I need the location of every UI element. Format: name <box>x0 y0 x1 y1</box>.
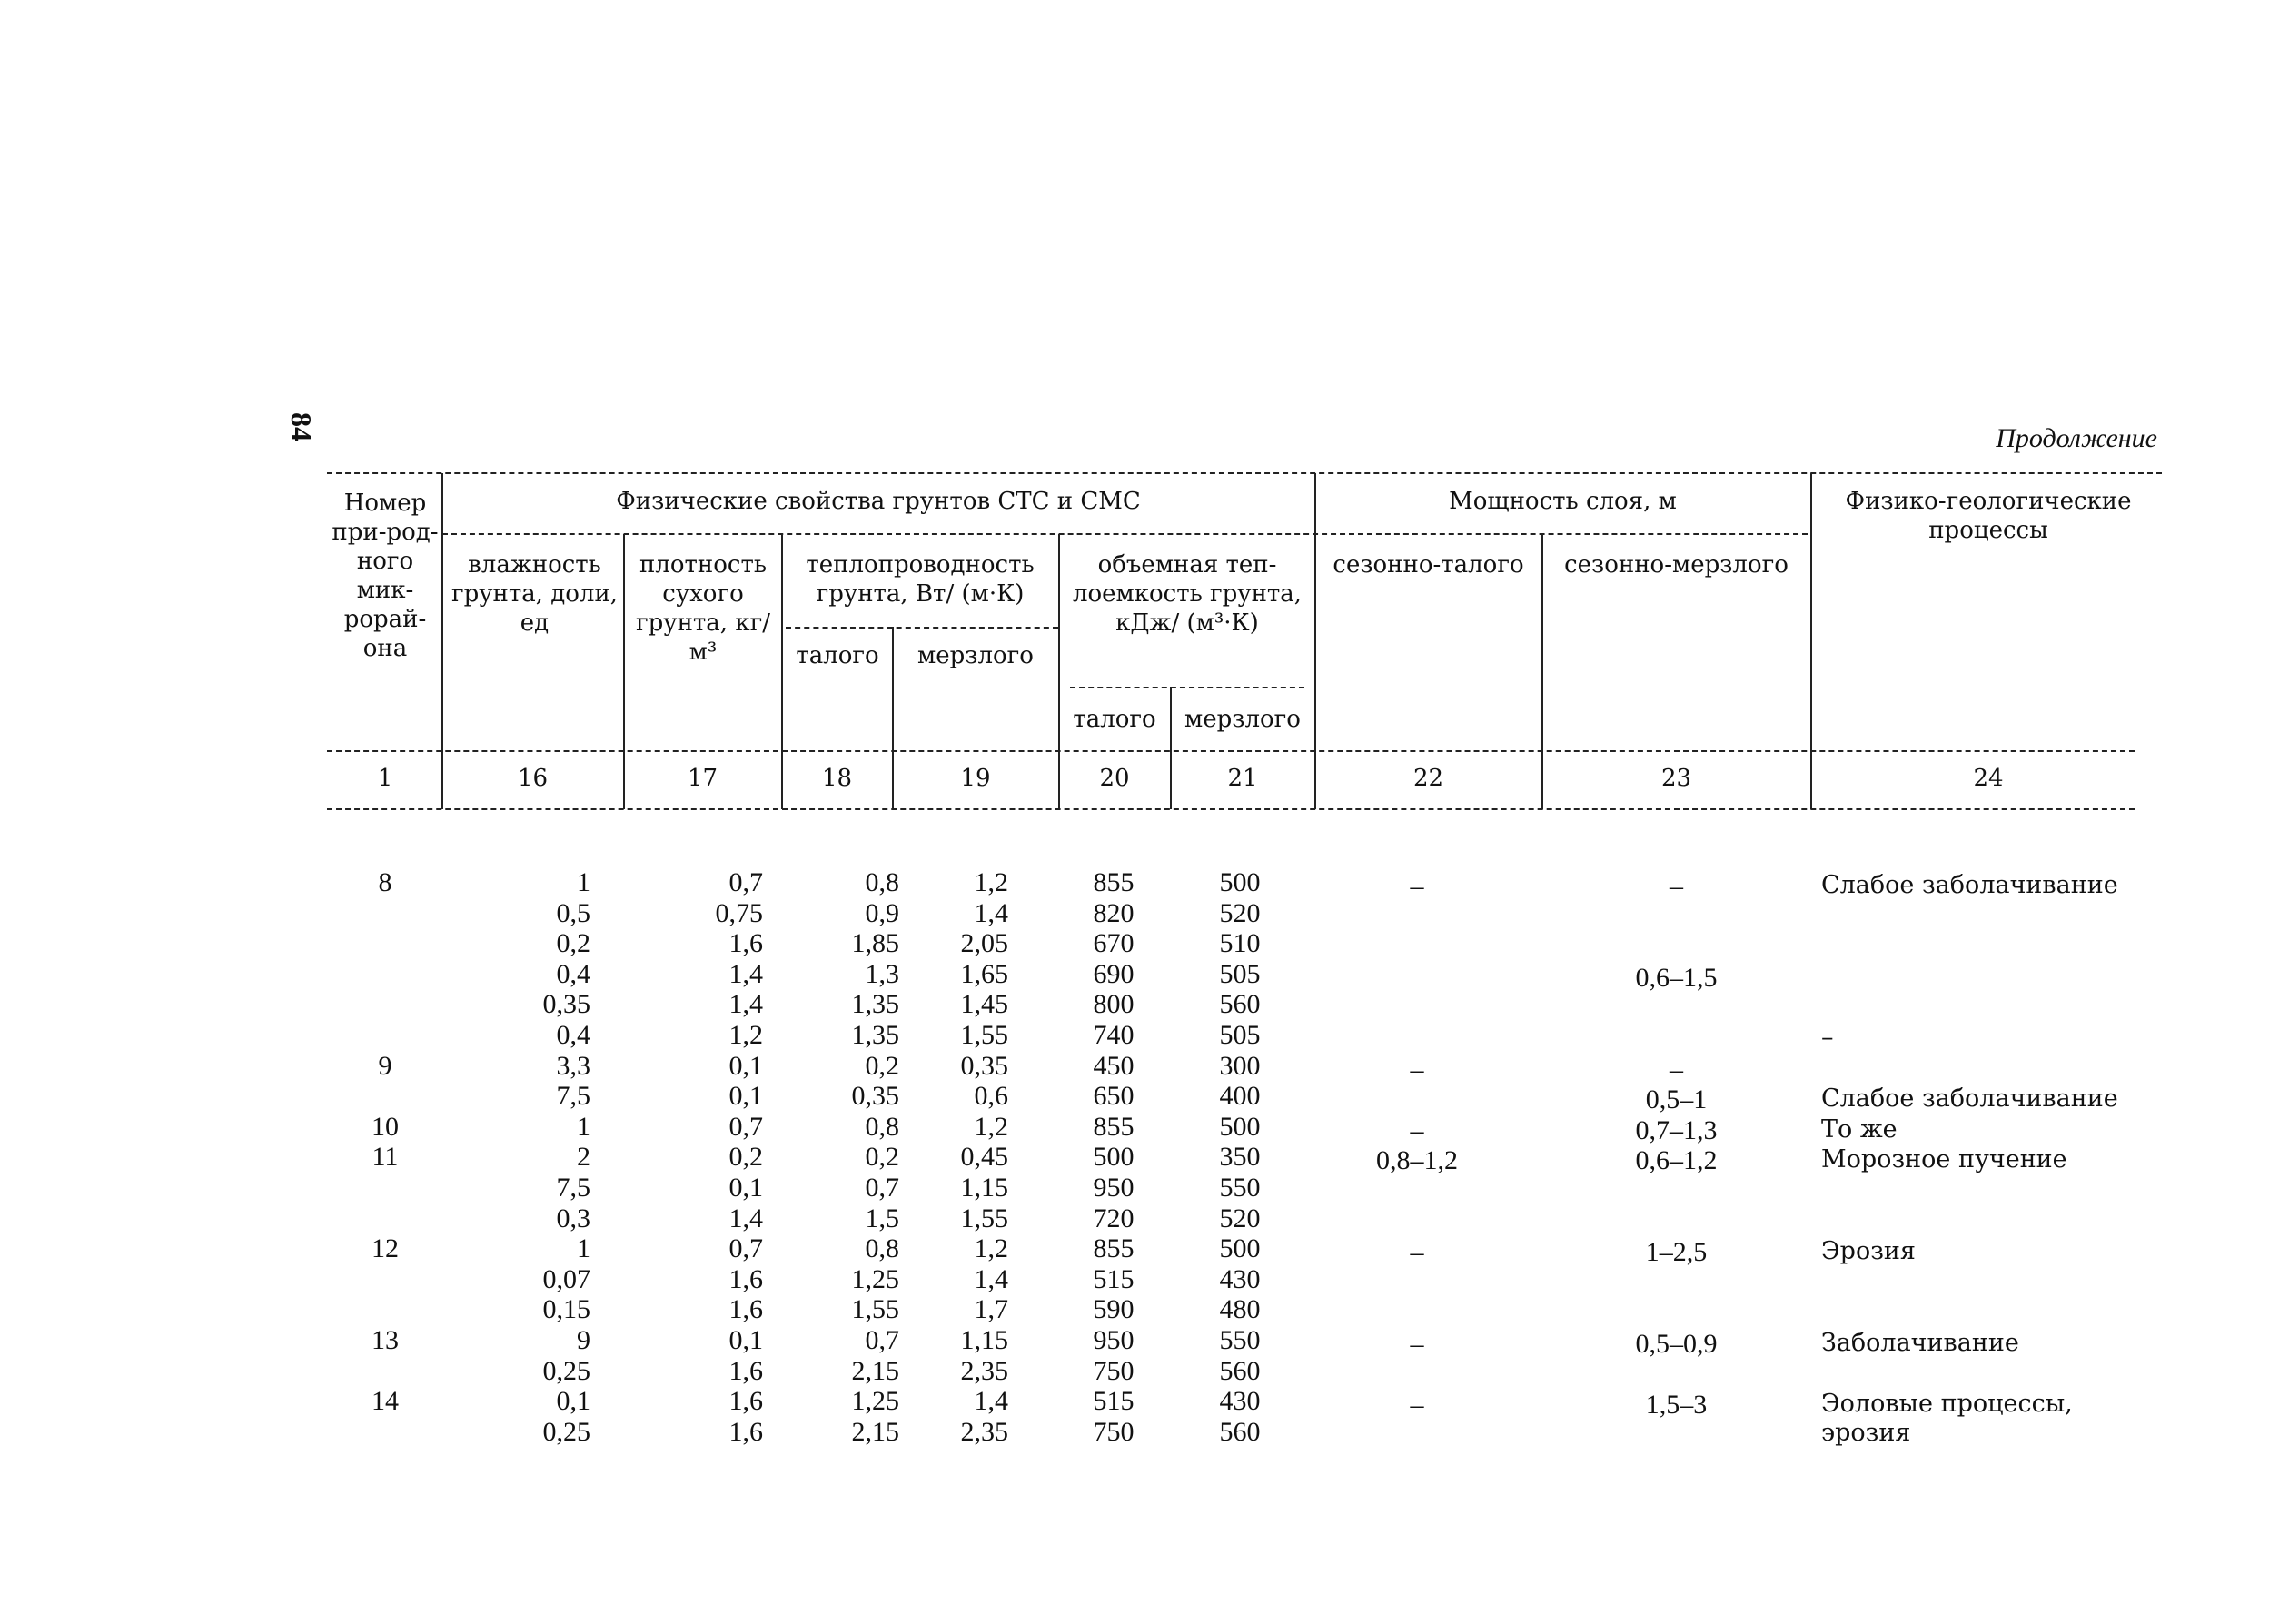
table-cell-c18: 0,7 <box>865 1173 899 1203</box>
table-cell-c16: 0,15 <box>542 1294 590 1325</box>
table-cell-c18: 1,25 <box>851 1386 899 1417</box>
table-cell-c21: 500 <box>1219 1111 1261 1142</box>
table-cell-c18: 2,15 <box>851 1355 899 1386</box>
table-cell-c17: 0,1 <box>728 1081 763 1112</box>
table-cell-c20: 515 <box>1093 1386 1135 1417</box>
microregion-number: 11 <box>372 1142 399 1173</box>
table-cell-c16: 0,4 <box>556 1020 590 1050</box>
table-cell-c16: 0,25 <box>542 1355 590 1386</box>
table-cell-c23: 1–2,5 <box>1645 1237 1708 1268</box>
table-cell-c21: 510 <box>1219 928 1261 959</box>
table-cell-c18: 0,8 <box>865 1111 899 1142</box>
table-cell-c20: 950 <box>1093 1325 1135 1355</box>
table-cell-c16: 9 <box>577 1325 590 1355</box>
table-cell-c16: 0,5 <box>556 897 590 928</box>
table-cell-c16: 7,5 <box>556 1173 590 1203</box>
table-cell-c19: 1,2 <box>974 1111 1008 1142</box>
table-cell-c21: 520 <box>1219 1203 1261 1233</box>
header-seasonal-thawed: сезонно-талого <box>1333 551 1524 579</box>
table-cell-c20: 650 <box>1093 1081 1135 1112</box>
table-cell-c19: 2,35 <box>960 1355 1008 1386</box>
table-cell-c17: 1,6 <box>728 1263 763 1294</box>
table-cell-c20: 450 <box>1093 1050 1135 1081</box>
table-cell-c23: 0,7–1,3 <box>1635 1114 1718 1145</box>
table-cell-c19: 2,05 <box>960 928 1008 959</box>
table-cell-c18: 0,2 <box>865 1142 899 1173</box>
table-cell-c18: 0,8 <box>865 1233 899 1264</box>
table-cell-c17: 1,4 <box>728 958 763 989</box>
table-cell-c16: 0,35 <box>542 989 590 1020</box>
heat-capacity-sub-rule <box>1070 687 1304 688</box>
table-cell-c21: 350 <box>1219 1142 1261 1173</box>
col-number: 17 <box>687 765 718 792</box>
table-cell-c18: 1,25 <box>851 1263 899 1294</box>
table-cell-c16: 1 <box>577 1111 590 1142</box>
table-cell-c24: Слабое заболачивание <box>1821 871 2118 899</box>
table-cell-c18: 0,2 <box>865 1050 899 1081</box>
table-cell-c20: 670 <box>1093 928 1135 959</box>
header-seasonal-frozen: сезонно-мерзлого <box>1564 551 1789 579</box>
microregion-number: 12 <box>372 1233 399 1264</box>
table-cell-c17: 1,6 <box>728 1416 763 1447</box>
table-cell-c19: 1,65 <box>960 958 1008 989</box>
table-cell-c21: 500 <box>1219 867 1261 897</box>
table-cell-c19: 0,6 <box>974 1081 1008 1112</box>
table-cell-c17: 0,75 <box>715 897 763 928</box>
table-cell-c19: 1,15 <box>960 1325 1008 1355</box>
table-cell-c20: 750 <box>1093 1416 1135 1447</box>
table-cell-c20: 950 <box>1093 1173 1135 1203</box>
table-cell-c17: 0,7 <box>728 867 763 897</box>
header-layer-thickness: Мощность слоя, м <box>1449 488 1677 515</box>
table-cell-c21: 550 <box>1219 1173 1261 1203</box>
header-hc-frozen: мерзлого <box>1184 706 1301 733</box>
header-processes: Физико-геологические процессы <box>1845 488 2132 544</box>
column-numbers-rule <box>327 808 2135 810</box>
table-cell-c24: – <box>1821 1024 1834 1052</box>
table-cell-c21: 560 <box>1219 989 1261 1020</box>
table-cell-c17: 1,6 <box>728 1386 763 1417</box>
table-cell-c21: 505 <box>1219 1020 1261 1050</box>
col-number: 24 <box>1973 765 2004 792</box>
table-cell-c20: 590 <box>1093 1294 1135 1325</box>
table-cell-c17: 0,1 <box>728 1173 763 1203</box>
table-cell-c23: – <box>1670 1054 1683 1084</box>
table-cell-c21: 300 <box>1219 1050 1261 1081</box>
table-cell-c22: – <box>1410 1329 1424 1359</box>
col-number: 19 <box>960 765 991 792</box>
table-cell-c18: 2,15 <box>851 1416 899 1447</box>
table-cell-c24: Эоловые процессы, эрозия <box>1821 1390 2073 1448</box>
table-cell-c18: 1,3 <box>865 958 899 989</box>
table-cell-c19: 1,2 <box>974 867 1008 897</box>
col-number: 23 <box>1660 765 1692 792</box>
table-cell-c21: 560 <box>1219 1416 1261 1447</box>
page-number: 84 <box>285 412 318 441</box>
table-cell-c23: 0,6–1,5 <box>1635 962 1718 993</box>
table-cell-c22: – <box>1410 1054 1424 1084</box>
table-cell-c16: 3,3 <box>556 1050 590 1081</box>
microregion-number: 9 <box>378 1050 392 1081</box>
table-cell-c20: 855 <box>1093 1233 1135 1264</box>
table-cell-c21: 505 <box>1219 958 1261 989</box>
table-cell-c19: 1,15 <box>960 1173 1008 1203</box>
table-cell-c20: 750 <box>1093 1355 1135 1386</box>
table-cell-c19: 1,7 <box>974 1294 1008 1325</box>
table-cell-c20: 855 <box>1093 867 1135 897</box>
table-cell-c19: 2,35 <box>960 1416 1008 1447</box>
table-cell-c19: 0,35 <box>960 1050 1008 1081</box>
conductivity-sub-rule <box>786 627 1058 629</box>
table-top-rule <box>327 472 2162 474</box>
col-number: 1 <box>377 765 393 792</box>
table-cell-c20: 855 <box>1093 1111 1135 1142</box>
col-number: 16 <box>517 765 549 792</box>
table-cell-c17: 1,4 <box>728 989 763 1020</box>
table-cell-c16: 1 <box>577 1233 590 1264</box>
table-cell-c21: 430 <box>1219 1263 1261 1294</box>
header-microregion: Номер при-род-ного мик-рорай-она <box>332 490 439 662</box>
microregion-number: 10 <box>372 1111 399 1142</box>
table-cell-c16: 0,25 <box>542 1416 590 1447</box>
table-cell-c18: 1,85 <box>851 928 899 959</box>
table-cell-c16: 0,2 <box>556 928 590 959</box>
table-cell-c18: 0,35 <box>851 1081 899 1112</box>
microregion-number: 8 <box>378 867 392 897</box>
table-cell-c18: 0,7 <box>865 1325 899 1355</box>
table-cell-c23: 0,5–0,9 <box>1635 1329 1718 1359</box>
table-cell-c23: 1,5–3 <box>1645 1390 1708 1421</box>
header-hc-thawed: талого <box>1073 706 1156 733</box>
table-cell-c17: 1,4 <box>728 1203 763 1233</box>
table-cell-c17: 1,6 <box>728 928 763 959</box>
header-cond-frozen: мерзлого <box>917 642 1034 669</box>
microregion-number: 14 <box>372 1386 399 1417</box>
table-cell-c19: 1,4 <box>974 1263 1008 1294</box>
table-cell-c20: 720 <box>1093 1203 1135 1233</box>
table-cell-c23: 0,6–1,2 <box>1635 1145 1718 1176</box>
table-cell-c20: 800 <box>1093 989 1135 1020</box>
table-cell-c20: 820 <box>1093 897 1135 928</box>
table-cell-c21: 500 <box>1219 1233 1261 1264</box>
table-cell-c23: – <box>1670 871 1683 901</box>
header-physical-properties: Физические свойства грунтов СТС и СМС <box>616 488 1141 515</box>
header-moisture: влажность грунта, доли, ед <box>451 551 619 637</box>
table-cell-c18: 1,35 <box>851 1020 899 1050</box>
header-heat-capacity: объемная теп-лоемкость грунта, кДж/ (м³·К) <box>1072 551 1303 637</box>
table-cell-c19: 1,45 <box>960 989 1008 1020</box>
col-number: 22 <box>1412 765 1444 792</box>
group-rule <box>442 533 1808 535</box>
col-number: 20 <box>1099 765 1130 792</box>
header-conductivity: теплопроводность грунта, Вт/ (м·К) <box>806 551 1035 608</box>
header-density: плотность сухого грунта, кг/м³ <box>636 551 770 666</box>
table-cell-c17: 1,6 <box>728 1294 763 1325</box>
table-cell-c24: Эрозия <box>1821 1237 1916 1266</box>
table-cell-c18: 0,9 <box>865 897 899 928</box>
table-cell-c24: Заболачивание <box>1821 1329 2019 1357</box>
table-cell-c23: 0,5–1 <box>1645 1084 1708 1115</box>
table-cell-c20: 515 <box>1093 1263 1135 1294</box>
table-cell-c21: 400 <box>1219 1081 1261 1112</box>
table-cell-c21: 520 <box>1219 897 1261 928</box>
table-cell-c22: – <box>1410 871 1424 901</box>
col-number: 21 <box>1227 765 1258 792</box>
table-cell-c19: 1,4 <box>974 897 1008 928</box>
table-cell-c16: 0,3 <box>556 1203 590 1233</box>
table-cell-c22: – <box>1410 1237 1424 1268</box>
table-cell-c16: 0,1 <box>556 1386 590 1417</box>
table-cell-c16: 0,07 <box>542 1263 590 1294</box>
table-cell-c24: Морозное пучение <box>1821 1145 2067 1174</box>
table-cell-c17: 0,2 <box>728 1142 763 1173</box>
table-cell-c21: 560 <box>1219 1355 1261 1386</box>
table-cell-c16: 7,5 <box>556 1081 590 1112</box>
table-cell-c17: 0,1 <box>728 1050 763 1081</box>
table-cell-c16: 0,4 <box>556 958 590 989</box>
microregion-number: 13 <box>372 1325 399 1355</box>
table-cell-c17: 1,2 <box>728 1020 763 1050</box>
table-cell-c22: – <box>1410 1390 1424 1421</box>
table-cell-c22: 0,8–1,2 <box>1376 1145 1458 1176</box>
table-cell-c24: Слабое заболачивание <box>1821 1084 2118 1114</box>
table-cell-c20: 500 <box>1093 1142 1135 1173</box>
table-cell-c21: 550 <box>1219 1325 1261 1355</box>
table-cell-c18: 1,35 <box>851 989 899 1020</box>
table-cell-c18: 0,8 <box>865 867 899 897</box>
table-cell-c22: – <box>1410 1114 1424 1145</box>
table-cell-c16: 1 <box>577 867 590 897</box>
table-cell-c21: 430 <box>1219 1386 1261 1417</box>
header-cond-thawed: талого <box>796 642 879 669</box>
table-cell-c19: 1,4 <box>974 1386 1008 1417</box>
col-divider-21 <box>1314 473 1316 809</box>
continuation-label: Продолжение <box>1996 423 2157 453</box>
header-bottom-rule <box>327 750 2135 752</box>
table-cell-c21: 480 <box>1219 1294 1261 1325</box>
table-cell-c24: То же <box>1821 1114 1898 1144</box>
table-cell-c17: 0,7 <box>728 1233 763 1264</box>
table-cell-c20: 690 <box>1093 958 1135 989</box>
table-cell-c18: 1,5 <box>865 1203 899 1233</box>
table-cell-c19: 1,55 <box>960 1020 1008 1050</box>
table-cell-c17: 0,1 <box>728 1325 763 1355</box>
table-cell-c19: 1,55 <box>960 1203 1008 1233</box>
table-cell-c17: 1,6 <box>728 1355 763 1386</box>
col-number: 18 <box>821 765 853 792</box>
table-cell-c18: 1,55 <box>851 1294 899 1325</box>
table-cell-c19: 0,45 <box>960 1142 1008 1173</box>
table-cell-c20: 740 <box>1093 1020 1135 1050</box>
table-cell-c19: 1,2 <box>974 1233 1008 1264</box>
col-divider-1 <box>441 473 443 809</box>
table-cell-c16: 2 <box>577 1142 590 1173</box>
table-cell-c17: 0,7 <box>728 1111 763 1142</box>
